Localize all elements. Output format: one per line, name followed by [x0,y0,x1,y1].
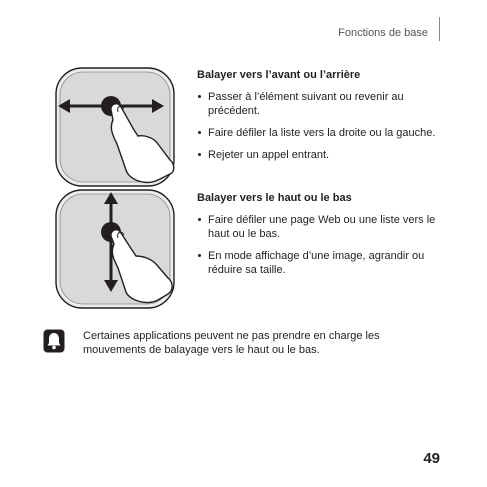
swipe-vertical-icon [50,184,180,314]
page-header-title: Fonctions de base [338,27,428,39]
bullet-item: Faire défiler la liste vers la droite ou la gauche. [197,126,442,140]
bullet-item: Faire défiler une page Web ou une liste vers le haut ou le bas. [197,213,442,241]
bullet-item: Passer à l’élément suivant ou revenir au précédent. [197,90,442,118]
swipe-horizontal-icon [50,62,180,192]
bullet-list [197,213,442,277]
bullet-list [197,90,442,162]
bell-icon [43,329,65,353]
note-text: Certaines applications peuvent ne pas prendre en charge les mouvements de balayage vers le haut ou le bas. [83,330,380,356]
header-divider [439,17,440,41]
section-swipe-vertical [197,191,442,285]
bullet-item: Rejeter un appel entrant. [197,148,442,162]
note-box [43,329,443,361]
bullet-item: En mode affichage d’une image, agrandir ou réduire sa taille. [197,249,442,277]
section-heading: Balayer vers l’avant ou l’arrière [197,69,361,81]
section-heading: Balayer vers le haut ou le bas [197,192,352,204]
section-swipe-horizontal [197,68,442,170]
page-number: 49 [423,450,440,467]
